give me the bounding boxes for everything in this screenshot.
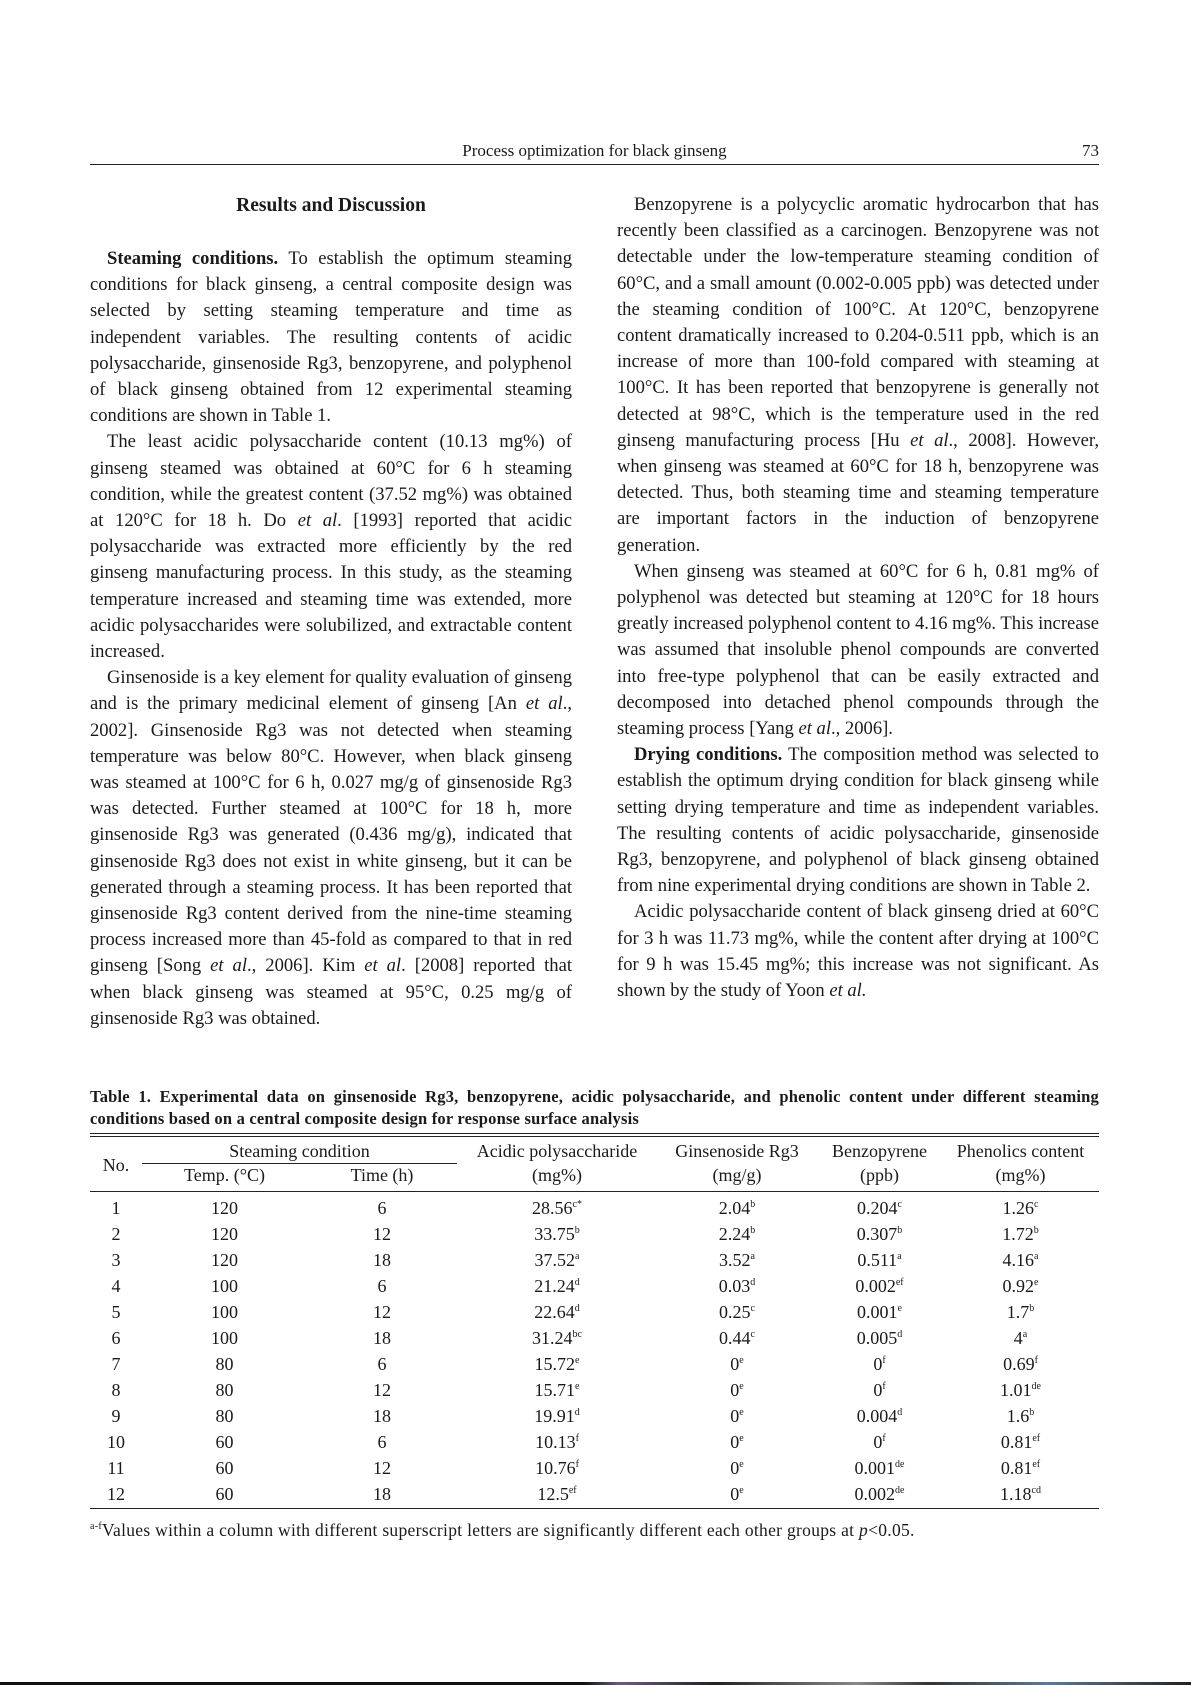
cell-value: 0.005 bbox=[856, 1328, 898, 1348]
table-body bbox=[90, 1192, 1099, 1509]
cell-temp bbox=[142, 1192, 307, 1222]
cell-value: 60 bbox=[215, 1432, 234, 1452]
cell-value: 0 bbox=[873, 1432, 883, 1452]
cell-phenol bbox=[942, 1429, 1099, 1455]
header-benzopyrene: Benzopyrene bbox=[832, 1141, 927, 1162]
footnote-superscript: a-f bbox=[90, 1521, 102, 1532]
cell-rg3 bbox=[657, 1273, 817, 1299]
cell-value: 28.56 bbox=[532, 1198, 573, 1218]
cell-value: 11 bbox=[107, 1458, 125, 1478]
cell-no bbox=[90, 1377, 142, 1403]
table-caption: Table 1. Experimental data on ginsenoside Rg3, benzopyrene, acidic polysaccharide, and phenolic content under different steaming conditions based on a central composite design for response surface analysis bbox=[90, 1087, 1099, 1128]
cell-value: 4.16 bbox=[1002, 1250, 1035, 1270]
paragraph-drying-acidic bbox=[617, 899, 1099, 1004]
cell-value: 0 bbox=[730, 1406, 740, 1426]
paragraph-text: The least acidic polysaccharide content (10.13 mg%) of ginseng steamed was obtained at 60°C for 6 h steaming condition, while the greatest content (37.52 mg%) was obtained at 120°C for 18 h. Do bbox=[90, 431, 572, 532]
significance-superscript: ef bbox=[1032, 1433, 1041, 1444]
significance-superscript: d bbox=[897, 1329, 903, 1340]
cell-time bbox=[307, 1325, 457, 1351]
cell-time bbox=[307, 1192, 457, 1222]
data-table bbox=[90, 1133, 1099, 1509]
cell-value: 0.03 bbox=[718, 1276, 751, 1296]
cell-time bbox=[307, 1273, 457, 1299]
significance-superscript: a bbox=[575, 1251, 580, 1262]
cell-benzo bbox=[817, 1455, 942, 1481]
citation-etal: et al bbox=[798, 718, 831, 740]
cell-value: 6 bbox=[377, 1198, 387, 1218]
significance-superscript: c bbox=[750, 1329, 755, 1340]
paragraph-benzopyrene bbox=[617, 192, 1099, 559]
paragraph-acidic-polysaccharide bbox=[90, 429, 572, 665]
cell-acidic bbox=[457, 1481, 657, 1509]
cell-value: 60 bbox=[215, 1484, 234, 1504]
paragraph-text: ., 2006]. bbox=[830, 718, 893, 740]
significance-superscript: e bbox=[897, 1303, 902, 1314]
cell-value: 80 bbox=[215, 1406, 234, 1426]
header-time: Time (h) bbox=[350, 1165, 414, 1185]
cell-value: 18 bbox=[373, 1406, 391, 1426]
cell-value: 0 bbox=[730, 1380, 740, 1400]
cell-value: 1.7 bbox=[1006, 1302, 1030, 1322]
cell-no bbox=[90, 1481, 142, 1509]
cell-time bbox=[307, 1351, 457, 1377]
cell-value: 12.5 bbox=[537, 1484, 569, 1504]
cell-value: 0.002 bbox=[854, 1484, 896, 1504]
significance-superscript: ef bbox=[895, 1277, 904, 1288]
cell-temp bbox=[142, 1299, 307, 1325]
cell-value: 12 bbox=[373, 1458, 391, 1478]
cell-temp bbox=[142, 1403, 307, 1429]
cell-value: 12 bbox=[373, 1380, 391, 1400]
cell-temp bbox=[142, 1455, 307, 1481]
significance-superscript: d bbox=[574, 1277, 580, 1288]
header-phenolics: Phenolics content bbox=[956, 1141, 1085, 1162]
cell-value: 100 bbox=[211, 1328, 238, 1348]
cell-no bbox=[90, 1221, 142, 1247]
cell-temp bbox=[142, 1247, 307, 1273]
significance-superscript: e bbox=[575, 1381, 580, 1392]
paragraph-text: Acidic polysaccharide content of black ginseng dried at 60°C for 3 h was 11.73 mg%, while the content after drying at 100°C for 9 h was 15.45 mg%; this increase was not significant. As shown by the study of Yoon bbox=[617, 901, 1099, 1002]
cell-value: 120 bbox=[211, 1250, 238, 1270]
cell-acidic bbox=[457, 1403, 657, 1429]
cell-value: 0.25 bbox=[719, 1302, 751, 1322]
cell-value: 15.71 bbox=[534, 1380, 576, 1400]
cell-value: 9 bbox=[111, 1406, 121, 1426]
cell-value: 0.001 bbox=[854, 1458, 896, 1478]
cell-rg3 bbox=[657, 1403, 817, 1429]
significance-superscript: f bbox=[575, 1433, 579, 1444]
cell-no bbox=[90, 1403, 142, 1429]
cell-value: 22.64 bbox=[534, 1302, 575, 1322]
cell-acidic bbox=[457, 1192, 657, 1222]
header-phenolics-unit: (mg%) bbox=[995, 1164, 1046, 1185]
cell-acidic bbox=[457, 1325, 657, 1351]
cell-time bbox=[307, 1429, 457, 1455]
significance-superscript: e bbox=[575, 1355, 580, 1366]
significance-superscript: e bbox=[739, 1459, 744, 1470]
cell-value: 6 bbox=[111, 1328, 121, 1348]
cell-rg3 bbox=[657, 1351, 817, 1377]
cell-temp bbox=[142, 1377, 307, 1403]
paragraph-text: ., 2006]. Kim bbox=[247, 955, 365, 977]
cell-value: 120 bbox=[211, 1224, 238, 1244]
cell-time bbox=[307, 1221, 457, 1247]
citation-etal: et al. bbox=[829, 980, 867, 1002]
cell-value: 4 bbox=[111, 1276, 121, 1296]
paragraph-text: Benzopyrene is a polycyclic aromatic hydrocarbon that has recently been classified as a carcinogen. Benzopyrene was not detectable under the low-temperature steaming condition of 60°C, and a small amount (0.002-0.005 ppb) was detected under the steaming condition of 100°C. At 120°C, benzopyrene content dramatically increased to 0.204-0.511 ppb, which is an increase of more than 100-fold compared with steaming at 100°C. It has been reported that benzopyrene is generally not detected at 98°C, which is the temperature used in the red ginseng manufacturing process [Hu bbox=[617, 194, 1099, 451]
significance-superscript: e bbox=[1034, 1277, 1039, 1288]
page-number: 73 bbox=[1082, 141, 1099, 160]
paragraph-text: ., 2002]. Ginsenoside Rg3 was not detected when steaming temperature was below 80°C. However, when black ginseng was steamed at 100°C for 6 h, 0.027 mg/g of ginsenoside Rg3 was detected. Further steamed at 100°C for 18 h, more ginsenoside Rg3 was generated (0.436 mg/g), indicated that ginsenoside Rg3 does not exist in white ginseng, but it can be generated through a steaming process. It has been reported that ginsenoside Rg3 content derived from the nine-time steaming process increased more than 45-fold as compared to that in red ginseng [Song bbox=[90, 693, 572, 977]
cell-value: 0.69 bbox=[1003, 1354, 1035, 1374]
significance-superscript: f bbox=[882, 1355, 886, 1366]
cell-acidic bbox=[457, 1455, 657, 1481]
cell-value: 0.81 bbox=[1000, 1458, 1033, 1478]
cell-value: 1.26 bbox=[1002, 1198, 1035, 1218]
significance-superscript: ef bbox=[1032, 1459, 1041, 1470]
left-column bbox=[90, 192, 572, 1032]
significance-superscript: e bbox=[739, 1433, 744, 1444]
cell-rg3 bbox=[657, 1325, 817, 1351]
citation-etal: et al bbox=[297, 510, 338, 532]
significance-superscript: c bbox=[1034, 1199, 1039, 1210]
significance-superscript: cd bbox=[1031, 1485, 1041, 1496]
table-footnote bbox=[90, 1520, 1099, 1541]
cell-benzo bbox=[817, 1247, 942, 1273]
cell-phenol bbox=[942, 1192, 1099, 1222]
cell-value: 12 bbox=[373, 1224, 391, 1244]
significance-superscript: bc bbox=[572, 1329, 582, 1340]
significance-superscript: d bbox=[574, 1303, 580, 1314]
paragraph-text: . [1993] reported that acidic polysaccharide was extracted more efficiently by the red ginseng manufacturing process. In this study, as the steaming temperature increased and steaming time was extended, more acidic polysaccharides were solubilized, and extractable content increased. bbox=[90, 510, 573, 663]
cell-phenol bbox=[942, 1481, 1099, 1509]
significance-superscript: de bbox=[1031, 1381, 1041, 1392]
cell-phenol bbox=[942, 1299, 1099, 1325]
cell-value: 6 bbox=[377, 1276, 387, 1296]
cell-acidic bbox=[457, 1429, 657, 1455]
cell-value: 18 bbox=[373, 1484, 391, 1504]
table-row bbox=[90, 1455, 1099, 1481]
citation-etal: et al bbox=[910, 429, 949, 451]
cell-value: 10.76 bbox=[535, 1458, 576, 1478]
cell-value: 18 bbox=[373, 1250, 391, 1270]
cell-rg3 bbox=[657, 1247, 817, 1273]
running-head bbox=[90, 140, 1099, 165]
cell-value: 19.91 bbox=[534, 1406, 575, 1426]
significance-superscript: b bbox=[574, 1225, 580, 1236]
cell-value: 100 bbox=[211, 1276, 238, 1296]
cell-value: 6 bbox=[377, 1432, 387, 1452]
cell-no bbox=[90, 1455, 142, 1481]
cell-value: 18 bbox=[373, 1328, 391, 1348]
cell-acidic bbox=[457, 1273, 657, 1299]
significance-superscript: c bbox=[897, 1199, 902, 1210]
header-rg3-unit: (mg/g) bbox=[712, 1164, 762, 1185]
cell-benzo bbox=[817, 1351, 942, 1377]
table-row bbox=[90, 1192, 1099, 1222]
table-row bbox=[90, 1351, 1099, 1377]
significance-superscript: de bbox=[895, 1485, 905, 1496]
cell-benzo bbox=[817, 1481, 942, 1509]
cell-value: 60 bbox=[215, 1458, 234, 1478]
cell-benzo bbox=[817, 1221, 942, 1247]
cell-rg3 bbox=[657, 1429, 817, 1455]
cell-time bbox=[307, 1403, 457, 1429]
cell-rg3 bbox=[657, 1377, 817, 1403]
cell-time bbox=[307, 1481, 457, 1509]
table-row bbox=[90, 1221, 1099, 1247]
significance-superscript: a bbox=[1022, 1329, 1028, 1340]
header-steaming-condition: Steaming condition bbox=[142, 1135, 457, 1164]
significance-superscript: f bbox=[882, 1433, 886, 1444]
significance-superscript: b bbox=[1029, 1303, 1035, 1314]
cell-value: 0.002 bbox=[855, 1276, 896, 1296]
cell-phenol bbox=[942, 1351, 1099, 1377]
table-row bbox=[90, 1273, 1099, 1299]
cell-value: 33.75 bbox=[534, 1224, 575, 1244]
cell-temp bbox=[142, 1429, 307, 1455]
cell-time bbox=[307, 1377, 457, 1403]
cell-time bbox=[307, 1299, 457, 1325]
cell-rg3 bbox=[657, 1192, 817, 1222]
header-acidic: Acidic polysaccharide bbox=[476, 1141, 638, 1162]
cell-no bbox=[90, 1192, 142, 1222]
cell-benzo bbox=[817, 1325, 942, 1351]
cell-temp bbox=[142, 1221, 307, 1247]
paragraph-lead: Drying conditions. bbox=[634, 744, 783, 766]
table-row bbox=[90, 1377, 1099, 1403]
significance-superscript: e bbox=[739, 1381, 744, 1392]
significance-superscript: b bbox=[1029, 1407, 1035, 1418]
cell-no bbox=[90, 1325, 142, 1351]
cell-benzo bbox=[817, 1403, 942, 1429]
cell-phenol bbox=[942, 1403, 1099, 1429]
cell-value: 0.004 bbox=[856, 1406, 898, 1426]
cell-value: 0.81 bbox=[1000, 1432, 1033, 1452]
cell-value: 0 bbox=[730, 1484, 740, 1504]
cell-no bbox=[90, 1273, 142, 1299]
cell-acidic bbox=[457, 1221, 657, 1247]
paragraph-text: ., 2008]. However, when ginseng was steamed at 60°C for 18 h, benzopyrene was detected. Thus, both steaming time and steaming temperature are important factors in the induction of benzopyrene generation. bbox=[617, 429, 1099, 556]
cell-value: 1.72 bbox=[1002, 1224, 1034, 1244]
significance-superscript: b bbox=[897, 1225, 903, 1236]
significance-superscript: f bbox=[882, 1381, 886, 1392]
cell-no bbox=[90, 1351, 142, 1377]
paragraph-lead: Steaming conditions. bbox=[107, 248, 279, 269]
cell-value: 2.04 bbox=[718, 1198, 751, 1218]
paragraph-text: Ginsenoside is a key element for quality evaluation of ginseng and is the primary medicinal element of ginseng [An bbox=[90, 667, 572, 715]
section-title: Results and Discussion bbox=[236, 195, 426, 216]
cell-phenol bbox=[942, 1247, 1099, 1273]
significance-superscript: d bbox=[897, 1407, 903, 1418]
cell-value: 5 bbox=[111, 1302, 121, 1322]
cell-benzo bbox=[817, 1299, 942, 1325]
significance-superscript: b bbox=[750, 1225, 756, 1236]
cell-value: 1.6 bbox=[1006, 1406, 1030, 1426]
cell-value: 0.44 bbox=[719, 1328, 751, 1348]
cell-rg3 bbox=[657, 1299, 817, 1325]
header-benzopyrene-unit: (ppb) bbox=[860, 1164, 899, 1185]
cell-value: 12 bbox=[373, 1302, 391, 1322]
table-row bbox=[90, 1325, 1099, 1351]
running-title: Process optimization for black ginseng bbox=[462, 141, 727, 160]
significance-superscript: c bbox=[750, 1303, 755, 1314]
significance-superscript: f bbox=[1034, 1355, 1038, 1366]
significance-superscript: e bbox=[739, 1407, 744, 1418]
cell-benzo bbox=[817, 1377, 942, 1403]
significance-superscript: d bbox=[750, 1277, 756, 1288]
cell-value: 31.24 bbox=[532, 1328, 573, 1348]
paragraph-steaming-conditions bbox=[90, 246, 572, 429]
paragraph-drying-conditions bbox=[617, 742, 1099, 899]
right-column bbox=[617, 192, 1099, 1004]
significance-superscript: a bbox=[1034, 1251, 1039, 1262]
significance-superscript: d bbox=[574, 1407, 580, 1418]
cell-value: 0.307 bbox=[856, 1224, 898, 1244]
cell-rg3 bbox=[657, 1481, 817, 1509]
cell-phenol bbox=[942, 1455, 1099, 1481]
cell-value: 80 bbox=[215, 1354, 234, 1374]
header-no: No. bbox=[102, 1155, 130, 1175]
cell-value: 0 bbox=[730, 1458, 740, 1478]
cell-phenol bbox=[942, 1273, 1099, 1299]
cell-temp bbox=[142, 1273, 307, 1299]
cell-benzo bbox=[817, 1429, 942, 1455]
cell-no bbox=[90, 1429, 142, 1455]
cell-no bbox=[90, 1247, 142, 1273]
cell-value: 4 bbox=[1013, 1328, 1023, 1348]
significance-superscript: ef bbox=[568, 1485, 577, 1496]
cell-temp bbox=[142, 1481, 307, 1509]
cell-benzo bbox=[817, 1192, 942, 1222]
table-row bbox=[90, 1247, 1099, 1273]
cell-time bbox=[307, 1247, 457, 1273]
paragraph-polyphenol bbox=[617, 559, 1099, 742]
citation-etal: et al bbox=[364, 955, 402, 977]
cell-value: 2 bbox=[111, 1224, 121, 1244]
significance-superscript: e bbox=[739, 1485, 744, 1496]
table-row bbox=[90, 1481, 1099, 1509]
cell-acidic bbox=[457, 1299, 657, 1325]
header-temp: Temp. (°C) bbox=[184, 1165, 265, 1185]
cell-no bbox=[90, 1299, 142, 1325]
cell-temp bbox=[142, 1351, 307, 1377]
cell-value: 37.52 bbox=[534, 1250, 576, 1270]
cell-value: 0.001 bbox=[857, 1302, 898, 1322]
table-row bbox=[90, 1403, 1099, 1429]
cell-value: 3 bbox=[111, 1250, 121, 1270]
cell-value: 1.01 bbox=[1000, 1380, 1032, 1400]
footnote-p: p bbox=[859, 1520, 869, 1540]
cell-value: 21.24 bbox=[534, 1276, 575, 1296]
significance-superscript: b bbox=[750, 1199, 756, 1210]
cell-phenol bbox=[942, 1325, 1099, 1351]
cell-value: 1.18 bbox=[1000, 1484, 1032, 1504]
cell-phenol bbox=[942, 1221, 1099, 1247]
footnote-text: <0.05. bbox=[868, 1520, 915, 1540]
cell-benzo bbox=[817, 1273, 942, 1299]
significance-superscript: a bbox=[897, 1251, 902, 1262]
cell-acidic bbox=[457, 1377, 657, 1403]
cell-value: 8 bbox=[111, 1380, 121, 1400]
cell-value: 10.13 bbox=[535, 1432, 576, 1452]
cell-rg3 bbox=[657, 1221, 817, 1247]
citation-etal: et al bbox=[525, 693, 563, 715]
header-acidic-unit: (mg%) bbox=[532, 1164, 582, 1185]
citation-etal: et al bbox=[210, 955, 248, 977]
cell-value: 0 bbox=[730, 1432, 740, 1452]
significance-superscript: a bbox=[750, 1251, 755, 1262]
paragraph-text: . [2008] reported that when black ginseng was steamed at 95°C, 0.25 mg/g of ginsenoside Rg3 was obtained. bbox=[90, 955, 573, 1029]
paragraph-ginsenoside bbox=[90, 665, 572, 1032]
cell-phenol bbox=[942, 1377, 1099, 1403]
cell-temp bbox=[142, 1325, 307, 1351]
paragraph-text: The composition method was selected to establish the optimum drying condition for black ginseng while setting drying temperature and time as independent variables. The resulting contents of acidic polysaccharide, ginsenoside Rg3, benzopyrene, and polyphenol of black ginseng obtained from nine experimental drying conditions are shown in Table 2. bbox=[617, 744, 1099, 897]
significance-superscript: f bbox=[575, 1459, 579, 1470]
table-row bbox=[90, 1429, 1099, 1455]
cell-value: 3.52 bbox=[719, 1250, 751, 1270]
cell-time bbox=[307, 1455, 457, 1481]
header-rg3: Ginsenoside Rg3 bbox=[675, 1141, 799, 1162]
paragraph-text: To establish the optimum steaming conditions for black ginseng, a central composite design was selected by setting steaming temperature and time as independent variables. The resulting contents of acidic polysaccharide, ginsenoside Rg3, benzopyrene, and polyphenol of black ginseng obtained from 12 experimental steaming conditions are shown in Table 1. bbox=[90, 248, 572, 427]
cell-value: 7 bbox=[111, 1354, 121, 1374]
cell-acidic bbox=[457, 1351, 657, 1377]
cell-value: 80 bbox=[215, 1380, 234, 1400]
cell-value: 100 bbox=[211, 1302, 238, 1322]
significance-superscript: b bbox=[1033, 1225, 1039, 1236]
cell-value: 0 bbox=[873, 1354, 883, 1374]
significance-superscript: e bbox=[739, 1355, 744, 1366]
cell-value: 10 bbox=[107, 1432, 125, 1452]
cell-value: 6 bbox=[377, 1354, 387, 1374]
cell-value: 0.92 bbox=[1002, 1276, 1035, 1296]
cell-value: 12 bbox=[107, 1484, 125, 1504]
footnote-text: Values within a column with different superscript letters are significantly different each other groups at bbox=[102, 1520, 859, 1540]
cell-value: 1 bbox=[111, 1198, 121, 1218]
significance-superscript: de bbox=[895, 1459, 905, 1470]
cell-acidic bbox=[457, 1247, 657, 1273]
cell-value: 0.204 bbox=[857, 1198, 898, 1218]
cell-value: 0 bbox=[873, 1380, 883, 1400]
table-row bbox=[90, 1299, 1099, 1325]
cell-value: 0.511 bbox=[857, 1250, 898, 1270]
cell-rg3 bbox=[657, 1455, 817, 1481]
cell-value: 2.24 bbox=[718, 1224, 751, 1244]
significance-superscript: c* bbox=[572, 1199, 582, 1210]
cell-value: 120 bbox=[211, 1198, 238, 1218]
cell-value: 0 bbox=[730, 1354, 740, 1374]
paragraph-text: When ginseng was steamed at 60°C for 6 h, 0.81 mg% of polyphenol was detected but steaming at 120°C for 18 hours greatly increased polyphenol content to 4.16 mg%. This increase was assumed that insoluble phenol compounds are converted into free-type polyphenol that can be easily extracted and decomposed into detached phenol compounds through the steaming process [Yang bbox=[617, 560, 1099, 740]
cell-value: 15.72 bbox=[534, 1354, 576, 1374]
